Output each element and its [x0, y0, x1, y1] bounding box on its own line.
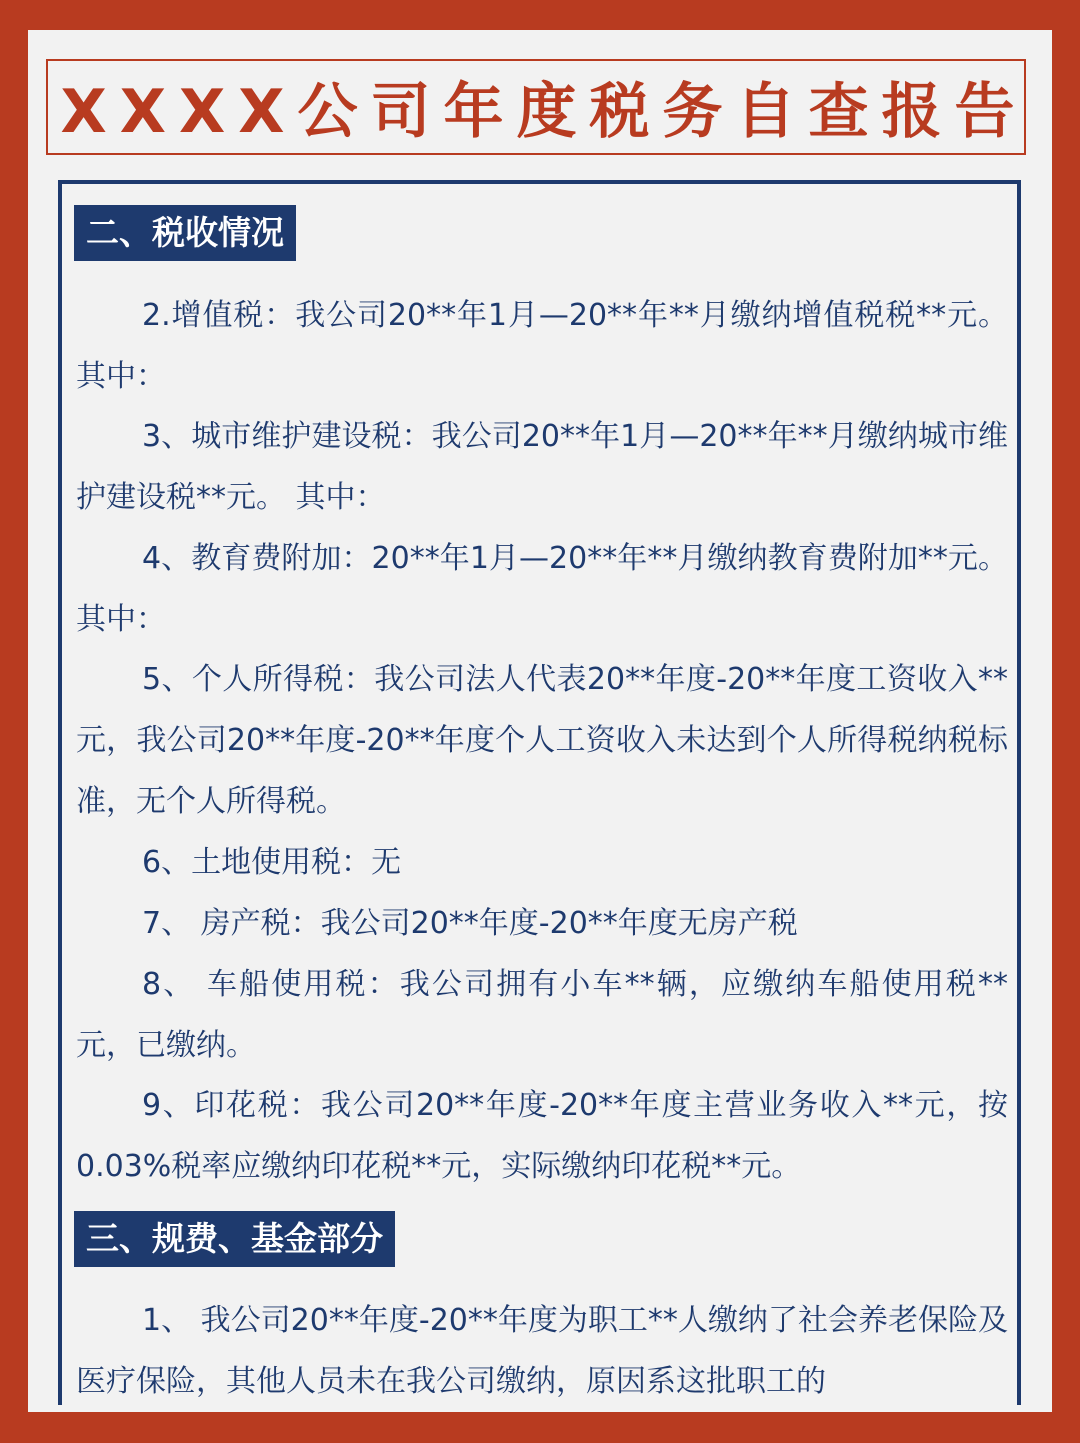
paragraph-income-tax: 5、个人所得税：我公司法人代表20**年度-20**年度工资收入**元，我公司20**年度-20**年度个人工资收入未达到个人所得税纳税标准，无个人所得税。 — [76, 662, 1008, 819]
paragraph-vehicle-tax: 8、 车船使用税：我公司拥有小车**辆，应缴纳车船使用税**元，已缴纳。 — [76, 967, 1008, 1063]
paragraph-urban-tax: 3、城市维护建设税：我公司20**年1月—20**年**月缴纳城市维护建设税**元。 其中： — [76, 419, 1008, 515]
paragraph-social-insurance: 1、 我公司20**年度-20**年度为职工**人缴纳了社会养老保险及医疗保险，其他人员未在我公司缴纳，原因系这批职工的 — [76, 1303, 1008, 1399]
title-frame — [46, 59, 1026, 155]
page-title: XXXX公司年度税务自查报告 — [60, 77, 1028, 147]
paragraph-land-tax: 6、土地使用税：无 — [142, 845, 402, 880]
section-heading-tax: 二、税收情况 — [74, 205, 296, 261]
document-page — [28, 30, 1052, 1412]
paragraph-stamp-tax: 9、印花税：我公司20**年度-20**年度主营业务收入**元，按0.03%税率应缴纳印花税**元，实际缴纳印花税**元。 — [76, 1088, 1008, 1184]
section-heading-fees: 三、规费、基金部分 — [74, 1211, 395, 1267]
paragraph-education-surcharge: 4、教育费附加：20**年1月—20**年**月缴纳教育费附加**元。 其中： — [76, 541, 1008, 637]
paragraph-property-tax: 7、 房产税：我公司20**年度-20**年度无房产税 — [142, 906, 798, 941]
content-frame — [58, 180, 1021, 1405]
paragraph-vat: 2.增值税：我公司20**年1月—20**年**月缴纳增值税税**元。 其中： — [76, 298, 1008, 394]
